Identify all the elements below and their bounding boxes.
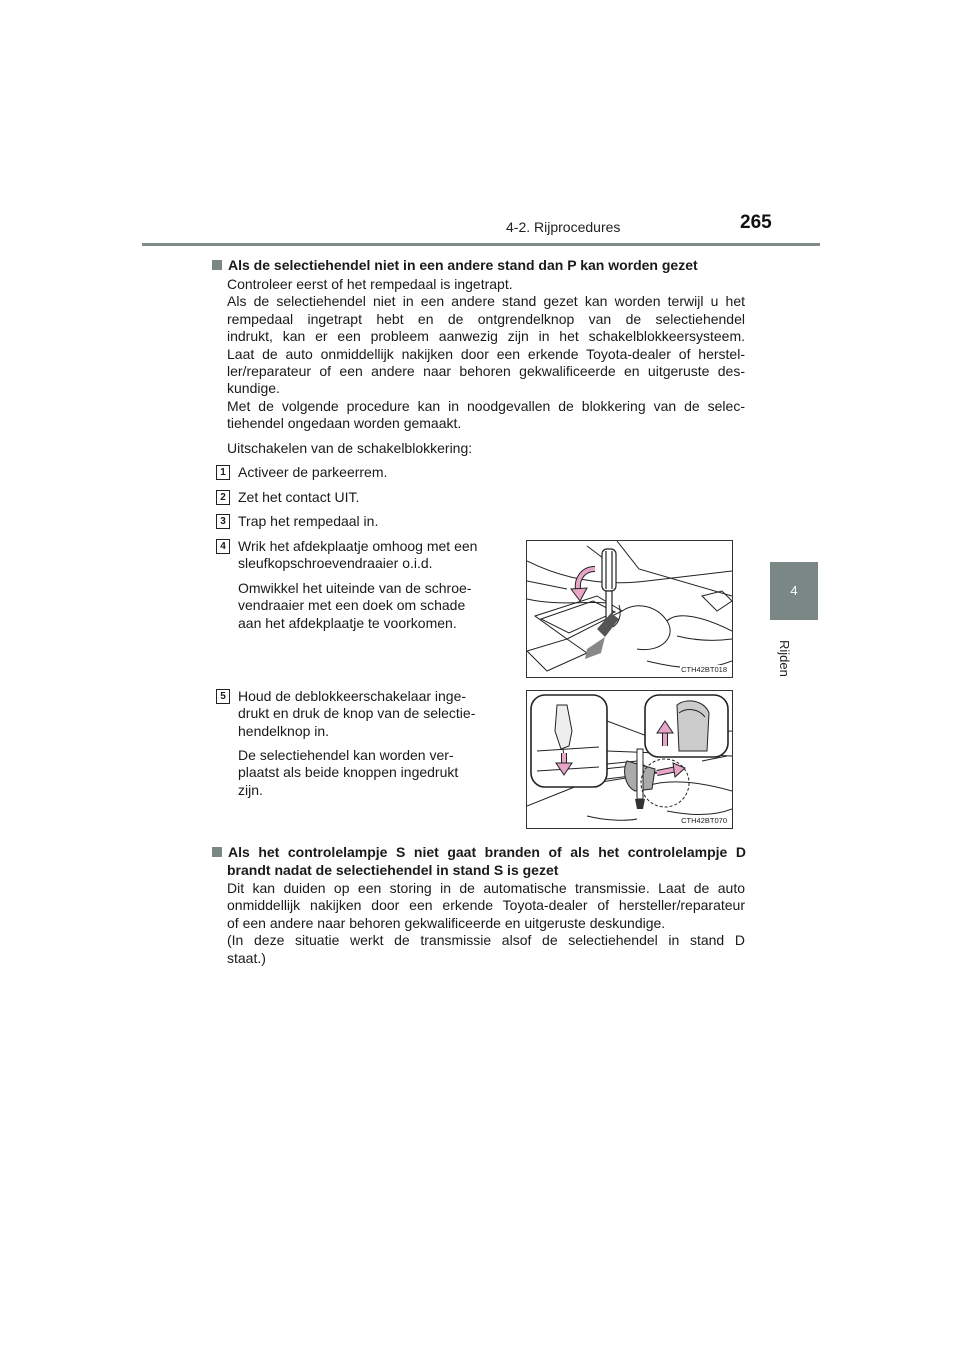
step-text: Trap het rempedaal in.: [238, 513, 379, 529]
figure-release-button: [526, 690, 733, 829]
step-text-line: sleufkopschroevendraaier o.i.d.: [238, 555, 433, 572]
step-text: Activeer de parkeerrem.: [238, 464, 388, 480]
section2-heading: [212, 843, 746, 879]
step-badge: 3: [216, 514, 230, 529]
step5-note: [238, 747, 500, 799]
note-line: plaatst als beide knoppen ingedrukt: [238, 764, 459, 781]
step-badge: 1: [216, 465, 230, 480]
step-text-line: Houd de deblokkeerschakelaar inge-: [238, 688, 467, 704]
intro-line: Laat de auto onmiddellijk nakijken door een erkende Toyota-dealer of herstel-: [227, 345, 745, 362]
chapter-tab: 4: [770, 562, 818, 620]
step-text-line: Wrik het afdekplaatje omhoog met een: [238, 538, 478, 554]
section1-intro: [227, 276, 745, 433]
note-line: zijn.: [238, 781, 263, 798]
screwdriver-illustration: [527, 541, 732, 677]
section-header: 4-2. Rijprocedures: [506, 219, 621, 235]
page-number: 265: [740, 212, 772, 233]
procedure-title: Uitschakelen van de schakelblokkering:: [227, 440, 473, 456]
intro-line: tiehendel ongedaan worden gemaakt.: [227, 415, 462, 432]
step-text-line: drukt en druk de knop van de selectie-: [238, 705, 476, 722]
intro-line: Als de selectiehendel niet in een andere stand gezet kan worden terwijl u het: [227, 293, 745, 310]
section1-heading: [212, 256, 746, 274]
release-illustration: [527, 691, 732, 828]
step-badge: 5: [216, 689, 230, 704]
square-bullet-icon: [212, 847, 222, 857]
chapter-label: Rijden: [777, 640, 792, 677]
step-text: Zet het contact UIT.: [238, 489, 360, 505]
intro-line: ler/reparateur of een andere naar behoren gekwalificeerde en uitgeruste des-: [227, 363, 745, 380]
step-badge: 2: [216, 490, 230, 505]
intro-line: rempedaal ingetrapt hebt en de ontgrendelknop van de selectiehendel: [227, 310, 745, 327]
section2-heading-line: brandt nadat de selectiehendel in stand S is gezet: [227, 862, 559, 878]
note-line: vendraaier met een doek om schade: [238, 597, 466, 614]
intro-line: kundige.: [227, 380, 280, 397]
figure-cover-plate: [526, 540, 733, 678]
intro-line: Met de volgende procedure kan in noodgevallen de blokkering van de selec-: [227, 397, 745, 414]
step4-text: [238, 538, 500, 573]
intro-line: Controleer eerst of het rempedaal is ingetrapt.: [227, 276, 513, 292]
step5-text: [238, 688, 500, 740]
step4-note: [238, 580, 500, 632]
step-text-line: hendelknop in.: [238, 722, 330, 739]
section2-body: [227, 880, 745, 967]
body-line: onmiddellijk nakijken door een erkende Toyota-dealer of hersteller/reparateur: [227, 897, 745, 914]
header-rule: [142, 243, 820, 246]
body-line: (In deze situatie werkt de transmissie alsof de selectiehendel in stand D: [227, 932, 745, 949]
body-line: Dit kan duiden op een storing in de automatische transmissie. Laat de auto: [227, 880, 745, 896]
figure-code: CTH42BT018: [681, 665, 727, 674]
square-bullet-icon: [212, 260, 222, 270]
section1-heading-text: Als de selectiehendel niet in een andere stand dan P kan worden gezet: [228, 257, 698, 273]
section2-heading-line: [212, 843, 746, 861]
body-line: staat.): [227, 949, 266, 966]
note-line: aan het afdekplaatje te voorkomen.: [238, 614, 457, 631]
section2-heading-text: Als het controlelampje S niet gaat branden of als het controlelampje D: [228, 844, 746, 860]
body-line: of een andere naar behoren gekwalificeerde en uitgeruste deskundige.: [227, 914, 666, 931]
intro-line: indrukt, kan er een probleem aanwezig zijn in het schakelblokkeersysteem.: [227, 328, 745, 345]
figure-code: CTH42BT070: [681, 816, 727, 825]
note-line: De selectiehendel kan worden ver-: [238, 747, 454, 763]
note-line: Omwikkel het uiteinde van de schroe-: [238, 580, 472, 596]
step-badge: 4: [216, 539, 230, 554]
